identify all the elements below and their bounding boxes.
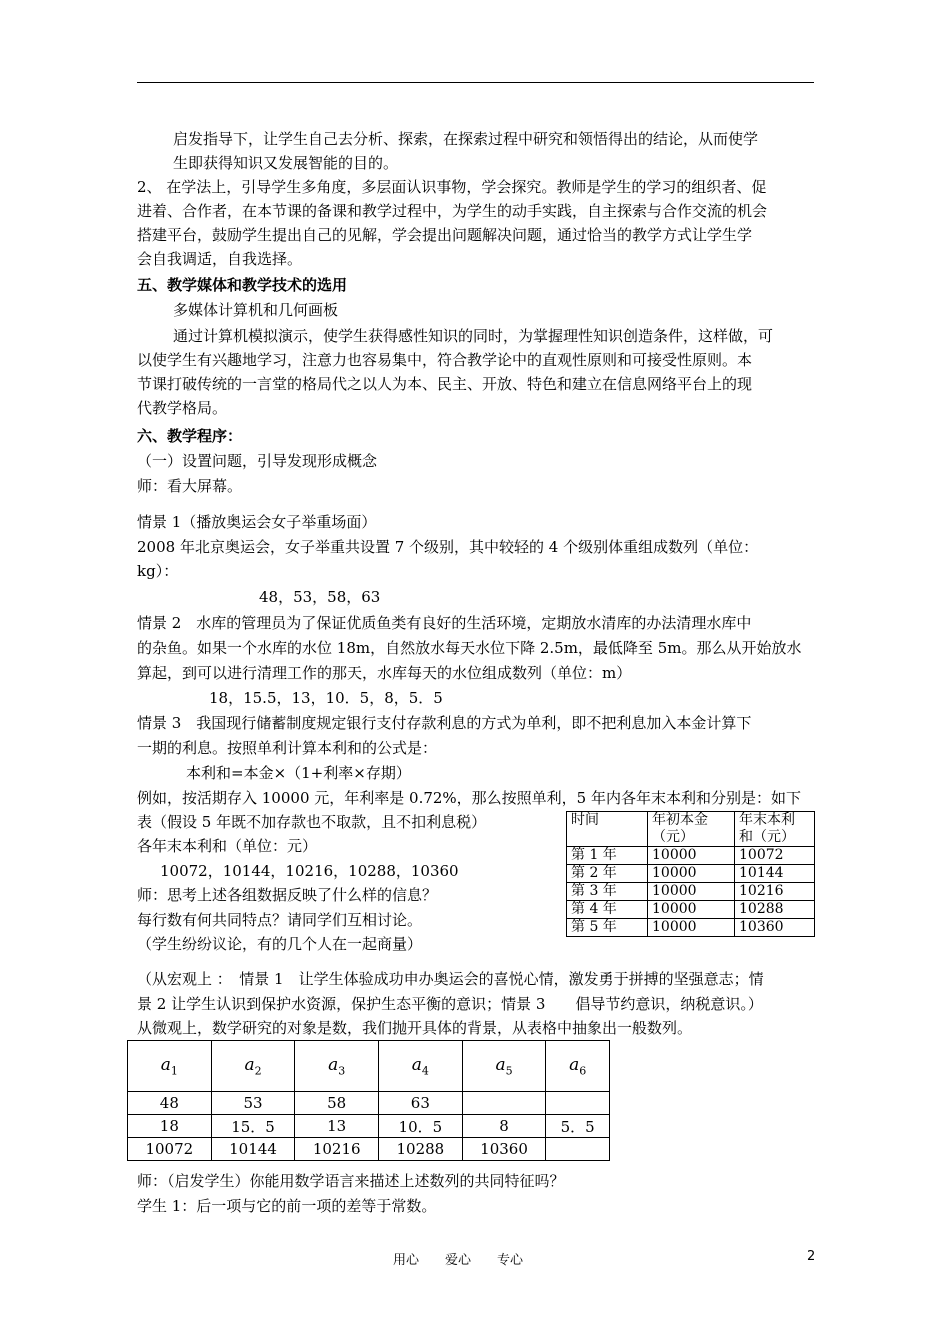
- sequence-line: 48，53，58，63: [259, 588, 381, 606]
- table-row: 第 2 年 10000 10144: [567, 865, 815, 883]
- table-row: 第 5 年 10000 10360: [567, 919, 815, 937]
- text-line: 节课打破传统的一言堂的格局代之以人为本、民主、开放、特色和建立在信息网络平台上的现: [137, 375, 753, 393]
- table-row: 第 3 年 10000 10216: [567, 883, 815, 901]
- page-number: 2: [807, 1249, 816, 1264]
- text-line: 会自我调适，自我选择。: [137, 250, 303, 268]
- text-line: kg）：: [137, 562, 179, 580]
- sequence-table: [127, 1040, 610, 1161]
- text-line: 师：（启发学生）你能用数学语言来描述上述数列的共同特征吗？: [137, 1172, 565, 1190]
- text-line: 一期的利息。按照单利计算本利和的公式是：: [137, 739, 438, 757]
- text-line: 代教学格局。: [137, 399, 228, 417]
- text-line: 生即获得知识又发展智能的目的。: [173, 154, 399, 172]
- text-line: （学生纷纷议论，有的几个人在一起商量）: [137, 935, 423, 953]
- text-line: 表（假设 5 年既不加存款也不取款，且不扣利息税）: [137, 813, 487, 831]
- text-line: （从宏观上 ： 情景 1 让学生体验成功申办奥运会的喜悦心情，激发勇于拼搏的坚强意志；情: [137, 970, 764, 988]
- term-header: $a_4$: [379, 1041, 463, 1092]
- table-header: 时间: [567, 812, 648, 847]
- text-line: 的杂鱼。如果一个水库的水位 18m，自然放水每天水位下降 2.5m，最低降至 5m。那么从开始放水: [137, 639, 802, 657]
- table-row: 第 4 年 10000 10288: [567, 901, 815, 919]
- sequence-line: 18，15.5，13，10．5，8，5．5: [209, 689, 443, 707]
- text-line: 从微观上，数学研究的对象是数，我们抛开具体的背景，从表格中抽象出一般数列。: [137, 1019, 693, 1037]
- footer-motto: 用心 爱心 专心: [393, 1253, 524, 1268]
- interest-table: [566, 811, 815, 937]
- table-row: 18 15．5 13 10．5 8 5．5: [128, 1115, 610, 1138]
- table-row: 48 53 58 63: [128, 1092, 610, 1115]
- text-line: 各年末本利和（单位：元）: [137, 837, 318, 855]
- text-line: 2、 在学法上，引导学生多角度，多层面认识事物，学会探究。教师是学生的学习的组织者、促: [137, 178, 767, 196]
- text-line: 每行数有何共同特点？请同学们互相讨论。: [137, 911, 423, 929]
- table-row: 10072 10144 10216 10288 10360: [128, 1138, 610, 1161]
- term-header: $a_3$: [295, 1041, 379, 1092]
- table-row: 第 1 年 10000 10072: [567, 847, 815, 865]
- text-line: 学生 1：后一项与它的前一项的差等于常数。: [137, 1197, 437, 1215]
- text-line: 例如，按活期存入 10000 元，年利率是 0.72%，那么按照单利，5 年内各年末本利和分别是：如下: [137, 789, 801, 807]
- sequence-line: 10072，10144，10216，10288，10360: [160, 862, 459, 880]
- text-line: 算起，到可以进行清理工作的那天，水库每天的水位组成数列（单位：m）: [137, 664, 632, 682]
- text-line: 情景 3 我国现行储蓄制度规定银行支付存款利息的方式为单利，即不把利息加入本金计算下: [137, 714, 752, 732]
- term-header: $a_1$: [128, 1041, 212, 1092]
- table-header: 年末本利 和（元）: [735, 812, 815, 847]
- text-line: （一）设置问题，引导发现形成概念: [137, 452, 378, 470]
- header-rule: [137, 82, 814, 83]
- text-line: 景 2 让学生认识到保护水资源，保护生态平衡的意识；情景 3 倡导节约意识，纳税意识。）: [137, 995, 763, 1013]
- text-line: 师：思考上述各组数据反映了什么样的信息？: [137, 886, 438, 904]
- section-heading: 五、教学媒体和教学技术的选用: [137, 276, 348, 294]
- text-line: 以使学生有兴趣地学习，注意力也容易集中，符合教学论中的直观性原则和可接受性原则。本: [137, 351, 753, 369]
- table-header-row: [128, 1041, 610, 1092]
- text-line: 搭建平台，鼓励学生提出自己的见解，学会提出问题解决问题，通过恰当的教学方式让学生学: [137, 226, 753, 244]
- table-header: 年初本金 （元）: [648, 812, 735, 847]
- term-header: $a_2$: [211, 1041, 295, 1092]
- section-heading: 六、教学程序：: [137, 427, 243, 445]
- term-header: $a_6$: [546, 1041, 610, 1092]
- text-line: 师：看大屏幕。: [137, 477, 243, 495]
- text-line: 启发指导下，让学生自己去分析、探索，在探索过程中研究和领悟得出的结论，从而使学: [173, 130, 759, 148]
- text-line: 进着、合作者，在本节课的备课和教学过程中，为学生的动手实践，自主探索与合作交流的机会: [137, 202, 768, 220]
- formula-line: 本利和=本金×（1+利率×存期）: [186, 764, 411, 782]
- text-line: 情景 1（播放奥运会女子举重场面）: [137, 513, 377, 531]
- text-line: 情景 2 水库的管理员为了保证优质鱼类有良好的生活环境，定期放水清库的办法清理水库中: [137, 614, 752, 632]
- text-line: 通过计算机模拟演示，使学生获得感性知识的同时，为掌握理性知识创造条件，这样做，可: [173, 327, 774, 345]
- text-line: 2008 年北京奥运会，女子举重共设置 7 个级别，其中较轻的 4 个级别体重组成数列（单位：: [137, 538, 759, 556]
- text-line: 多媒体计算机和几何画板: [173, 301, 339, 319]
- term-header: $a_5$: [462, 1041, 546, 1092]
